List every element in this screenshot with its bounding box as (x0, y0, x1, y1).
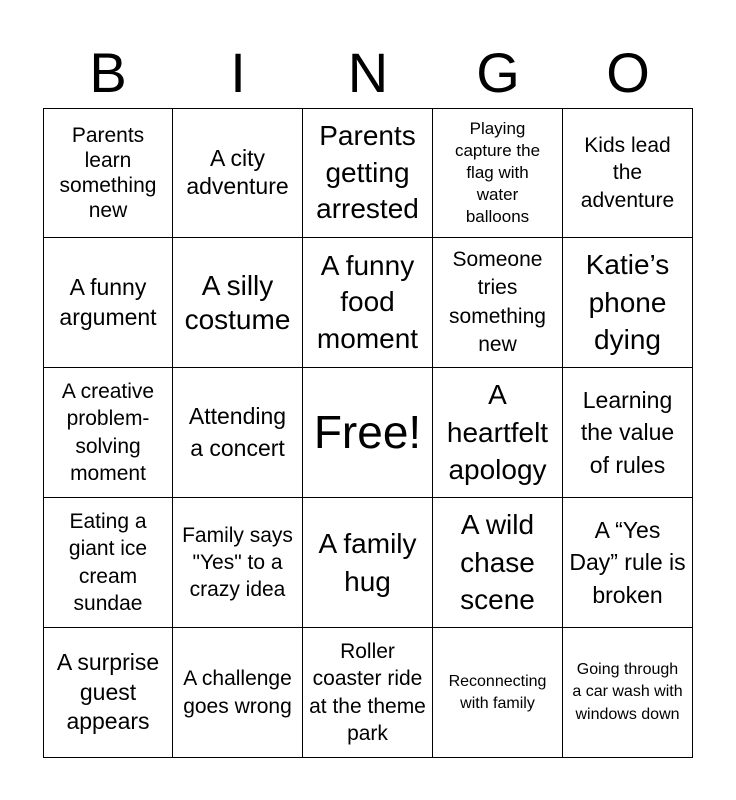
bingo-cell-r2-c5[interactable] (563, 238, 693, 368)
cell-text: A heartfelt apology (446, 378, 549, 486)
bingo-cell-r1-c5[interactable] (563, 108, 693, 238)
bingo-cell-r3-c4[interactable] (433, 368, 563, 498)
cell-text: Family says "Yes" to a crazy idea (182, 523, 293, 602)
cell-text: Katie’s phone dying (585, 248, 670, 356)
bingo-cell-r5-c3[interactable] (303, 628, 433, 758)
bingo-cell-r2-c2[interactable] (173, 238, 303, 368)
bingo-cell-r2-c4[interactable] (433, 238, 563, 368)
cell-text: Roller coaster ride at the theme park (309, 639, 426, 745)
bingo-cell-r2-c1[interactable] (43, 238, 173, 368)
bingo-header (43, 38, 693, 108)
bingo-cell-r3-c1[interactable] (43, 368, 173, 498)
cell-text: Reconnecting with family (448, 672, 547, 712)
header-letter-b: B (89, 41, 127, 104)
cell-text: A funny argument (59, 273, 157, 330)
bingo-cell-r3-c2[interactable] (173, 368, 303, 498)
cell-text: A creative problem-solving moment (61, 379, 155, 485)
cell-text: A city adventure (186, 145, 289, 199)
header-letter-o: O (606, 41, 650, 104)
cell-text: Attending a concert (188, 403, 287, 461)
cell-text: A family hug (318, 527, 417, 597)
cell-text: A wild chase scene (460, 508, 535, 616)
bingo-cell-r1-c4[interactable] (433, 108, 563, 238)
cell-text: A surprise guest appears (56, 648, 160, 735)
bingo-cell-r5-c5[interactable] (563, 628, 693, 758)
bingo-cell-r1-c3[interactable] (303, 108, 433, 238)
cell-text: A challenge goes wrong (183, 667, 292, 718)
bingo-cell-r4-c3[interactable] (303, 498, 433, 628)
cell-text: Parents learn something new (59, 123, 157, 223)
bingo-cell-r5-c1[interactable] (43, 628, 173, 758)
header-letter-n: N (347, 41, 389, 104)
cell-text: Going through a car wash with windows down (572, 660, 683, 723)
cell-text: A “Yes Day” rule is broken (569, 517, 686, 608)
bingo-cell-r4-c2[interactable] (173, 498, 303, 628)
cell-text: A silly costume (184, 269, 291, 335)
header-letter-g: G (476, 41, 520, 104)
bingo-cell-r1-c2[interactable] (173, 108, 303, 238)
cell-text: Learning the value of rules (580, 387, 675, 478)
free-space: Free! (313, 405, 422, 458)
bingo-cell-r4-c1[interactable] (43, 498, 173, 628)
bingo-cell-r4-c5[interactable] (563, 498, 693, 628)
cell-text: Playing capture the flag with water balloons (454, 118, 541, 227)
bingo-cell-r3-c5[interactable] (563, 368, 693, 498)
cell-text: Parents getting arrested (316, 120, 419, 225)
cell-text: Eating a giant ice cream sundae (68, 509, 148, 615)
bingo-cell-r2-c3[interactable] (303, 238, 433, 368)
bingo-board (43, 108, 693, 758)
cell-text: A funny food moment (316, 249, 419, 354)
cell-text: Someone tries something new (449, 247, 546, 356)
bingo-cell-r3-c3[interactable] (303, 368, 433, 498)
cell-text: Kids lead the adventure (580, 134, 675, 212)
bingo-cell-r4-c4[interactable] (433, 498, 563, 628)
bingo-cell-r5-c2[interactable] (173, 628, 303, 758)
header-letter-i: I (230, 41, 246, 104)
bingo-cell-r1-c1[interactable] (43, 108, 173, 238)
bingo-cell-r5-c4[interactable] (433, 628, 563, 758)
